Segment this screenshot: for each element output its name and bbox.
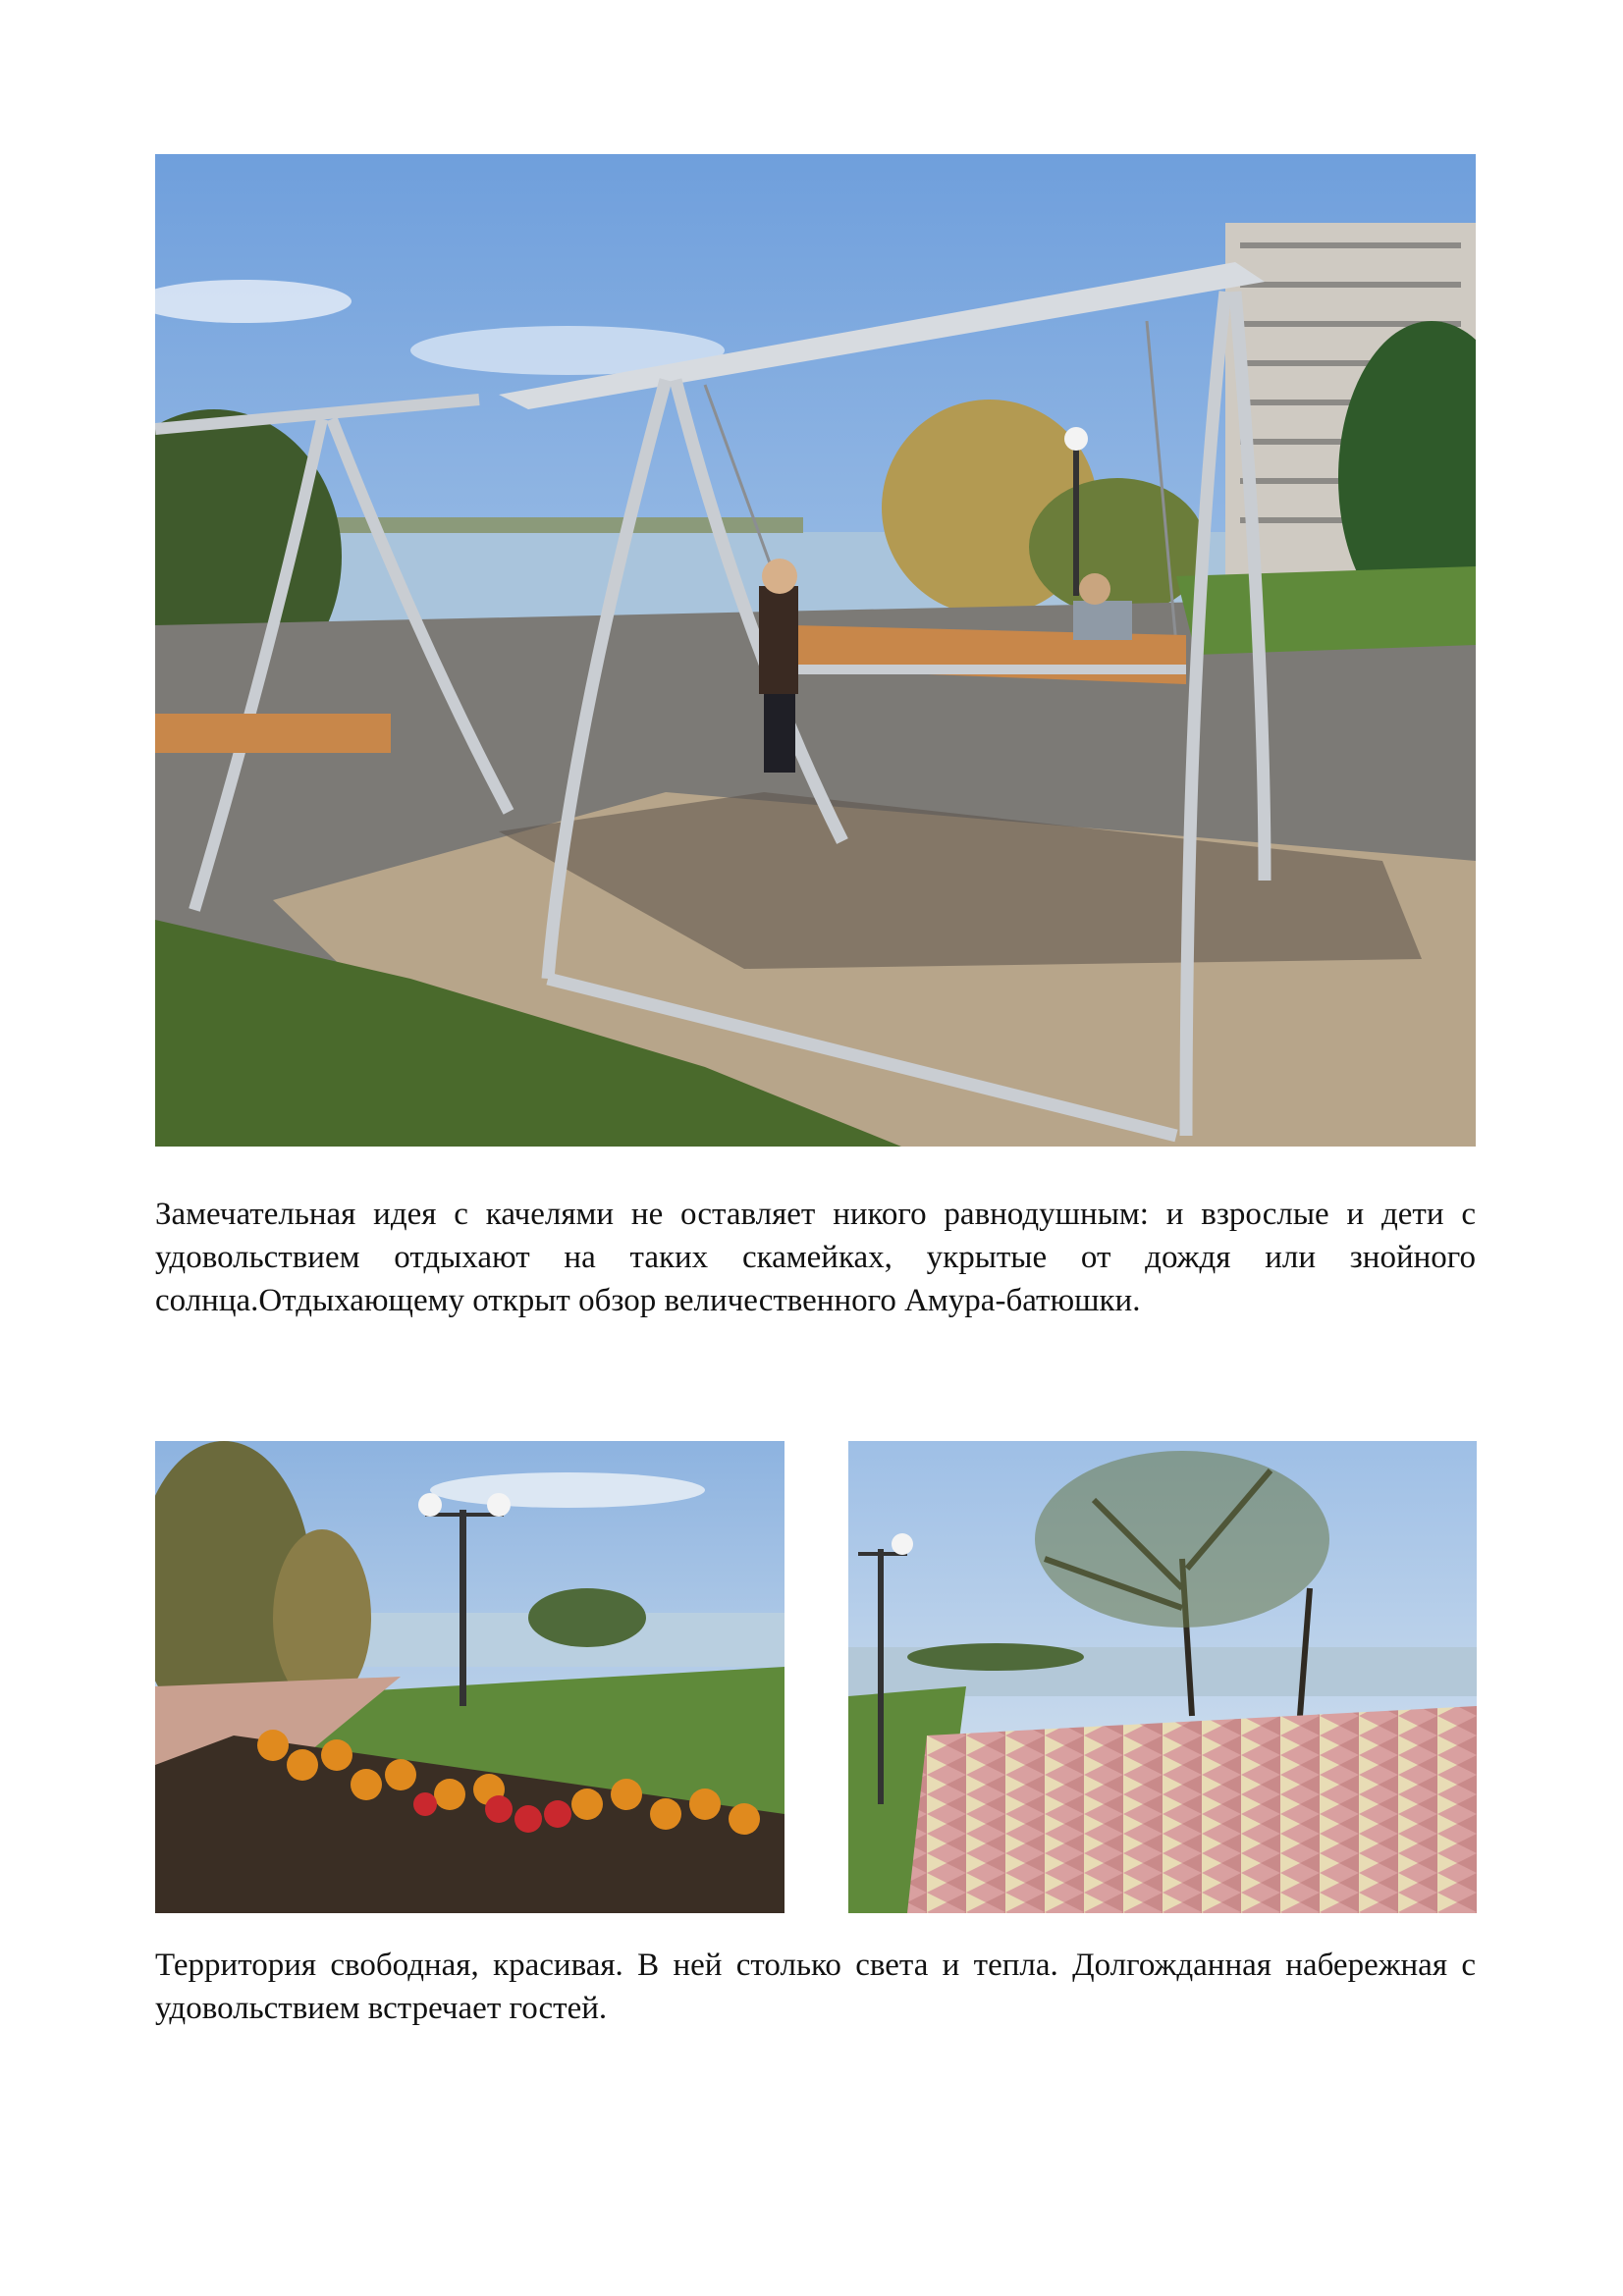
paragraph-swings-caption: Замечательная идея с качелями не оставляет никого равнодушным: и взрослые и дети с удовольствием отдыхают на таких скамейках, укрытые от дождя или знойного солнца.Отдыхающему открыт обзор величественного Амура-батюшки. <box>155 1197 1476 1318</box>
photo-paved-plaza <box>848 1441 1477 1913</box>
photo-swings <box>155 154 1476 1147</box>
paragraph-territory-caption: Территория свободная, красивая. В ней столько света и тепла. Долгожданная набережная с удовольствием встречает гостей. <box>155 1948 1476 2026</box>
photo-flowerbed <box>155 1441 784 1913</box>
